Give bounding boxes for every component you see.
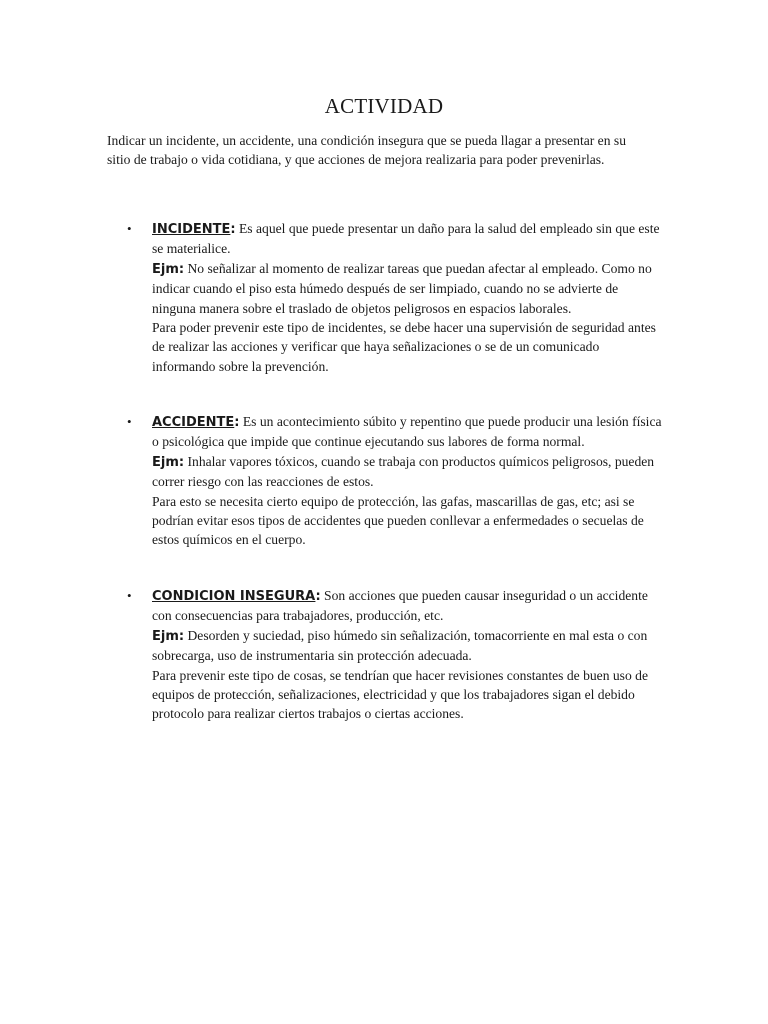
bullet-icon: • — [127, 588, 132, 603]
term-label: ACCIDENTE — [152, 415, 235, 430]
list-item-body — [152, 586, 664, 724]
example-text: No señalizar al momento de realizar tareas que puedan afectar al empleado. Como no indicar cuando el piso esta húmedo después de ser limpiado, cuando no se advierte de ninguna manera sobre el traslado de objetos peligrosos en espacios laborales. — [152, 260, 652, 316]
term-colon: : — [234, 415, 240, 430]
intro-paragraph: Indicar un incidente, un accidente, una condición insegura que se pueda llagar a presentar en su sitio de trabajo o vida cotidiana, y que acciones de mejora realizaria para poder prevenirlas. — [107, 133, 626, 168]
term-label: INCIDENTE — [152, 222, 231, 237]
document-title: ACTIVIDAD — [324, 94, 444, 118]
example-line — [152, 259, 664, 318]
prevention-text: Para prevenir este tipo de cosas, se tendrían que hacer revisiones constantes de buen uso de equipos de protección, señalizaciones, electricidad y que los trabajadores sigan el debido protocolo para realizar ciertos trabajos o ciertas acciones. — [152, 667, 648, 722]
prevention-text: Para poder prevenir este tipo de incidentes, se debe hacer una supervisión de seguridad antes de realizar las acciones y verificar que haya señalizaciones o se de un comunicado informando sobre la prevención. — [152, 320, 656, 374]
example-line — [152, 626, 664, 666]
definition-text: Es un acontecimiento súbito y repentino que puede producir una lesión física o psicológica que impide que continue ejecutando sus labores de forma normal. — [152, 414, 662, 450]
definition-line — [152, 412, 664, 452]
example-label: Ejm: — [152, 261, 185, 277]
bullet-icon: • — [127, 414, 132, 429]
definition-text: Son acciones que pueden causar inseguridad o un accidente con consecuencias para trabajadores, producción, etc. — [152, 588, 648, 624]
example-label: Ejm: — [152, 628, 185, 644]
example-text: Desorden y suciedad, piso húmedo sin señalización, tomacorriente en mal esta o con sobrecarga, uso de instrumentaria sin protección adecuada. — [152, 627, 648, 664]
prevention-text: Para esto se necesita cierto equipo de protección, las gafas, mascarillas de gas, etc; asi se podrían evitar esos tipos de accidentes que pueden conllevar a enfermedades o secuelas de estos químicos en el cuerpo. — [152, 493, 644, 548]
list-item-body — [152, 412, 664, 550]
definition-text: Es aquel que puede presentar un daño para la salud del empleado sin que este se materialice. — [152, 221, 660, 257]
term-colon: : — [230, 222, 236, 237]
term-label: CONDICION INSEGURA — [152, 589, 316, 604]
bullet-icon: • — [127, 221, 132, 236]
definition-line — [152, 586, 664, 626]
term-colon: : — [315, 589, 321, 604]
example-text: Inhalar vapores tóxicos, cuando se trabaja con productos químicos peligrosos, pueden correr riesgo con las reacciones de estos. — [152, 453, 655, 490]
example-label: Ejm: — [152, 454, 185, 470]
definition-line — [152, 219, 664, 259]
list-item-body — [152, 219, 664, 376]
example-line — [152, 452, 664, 492]
